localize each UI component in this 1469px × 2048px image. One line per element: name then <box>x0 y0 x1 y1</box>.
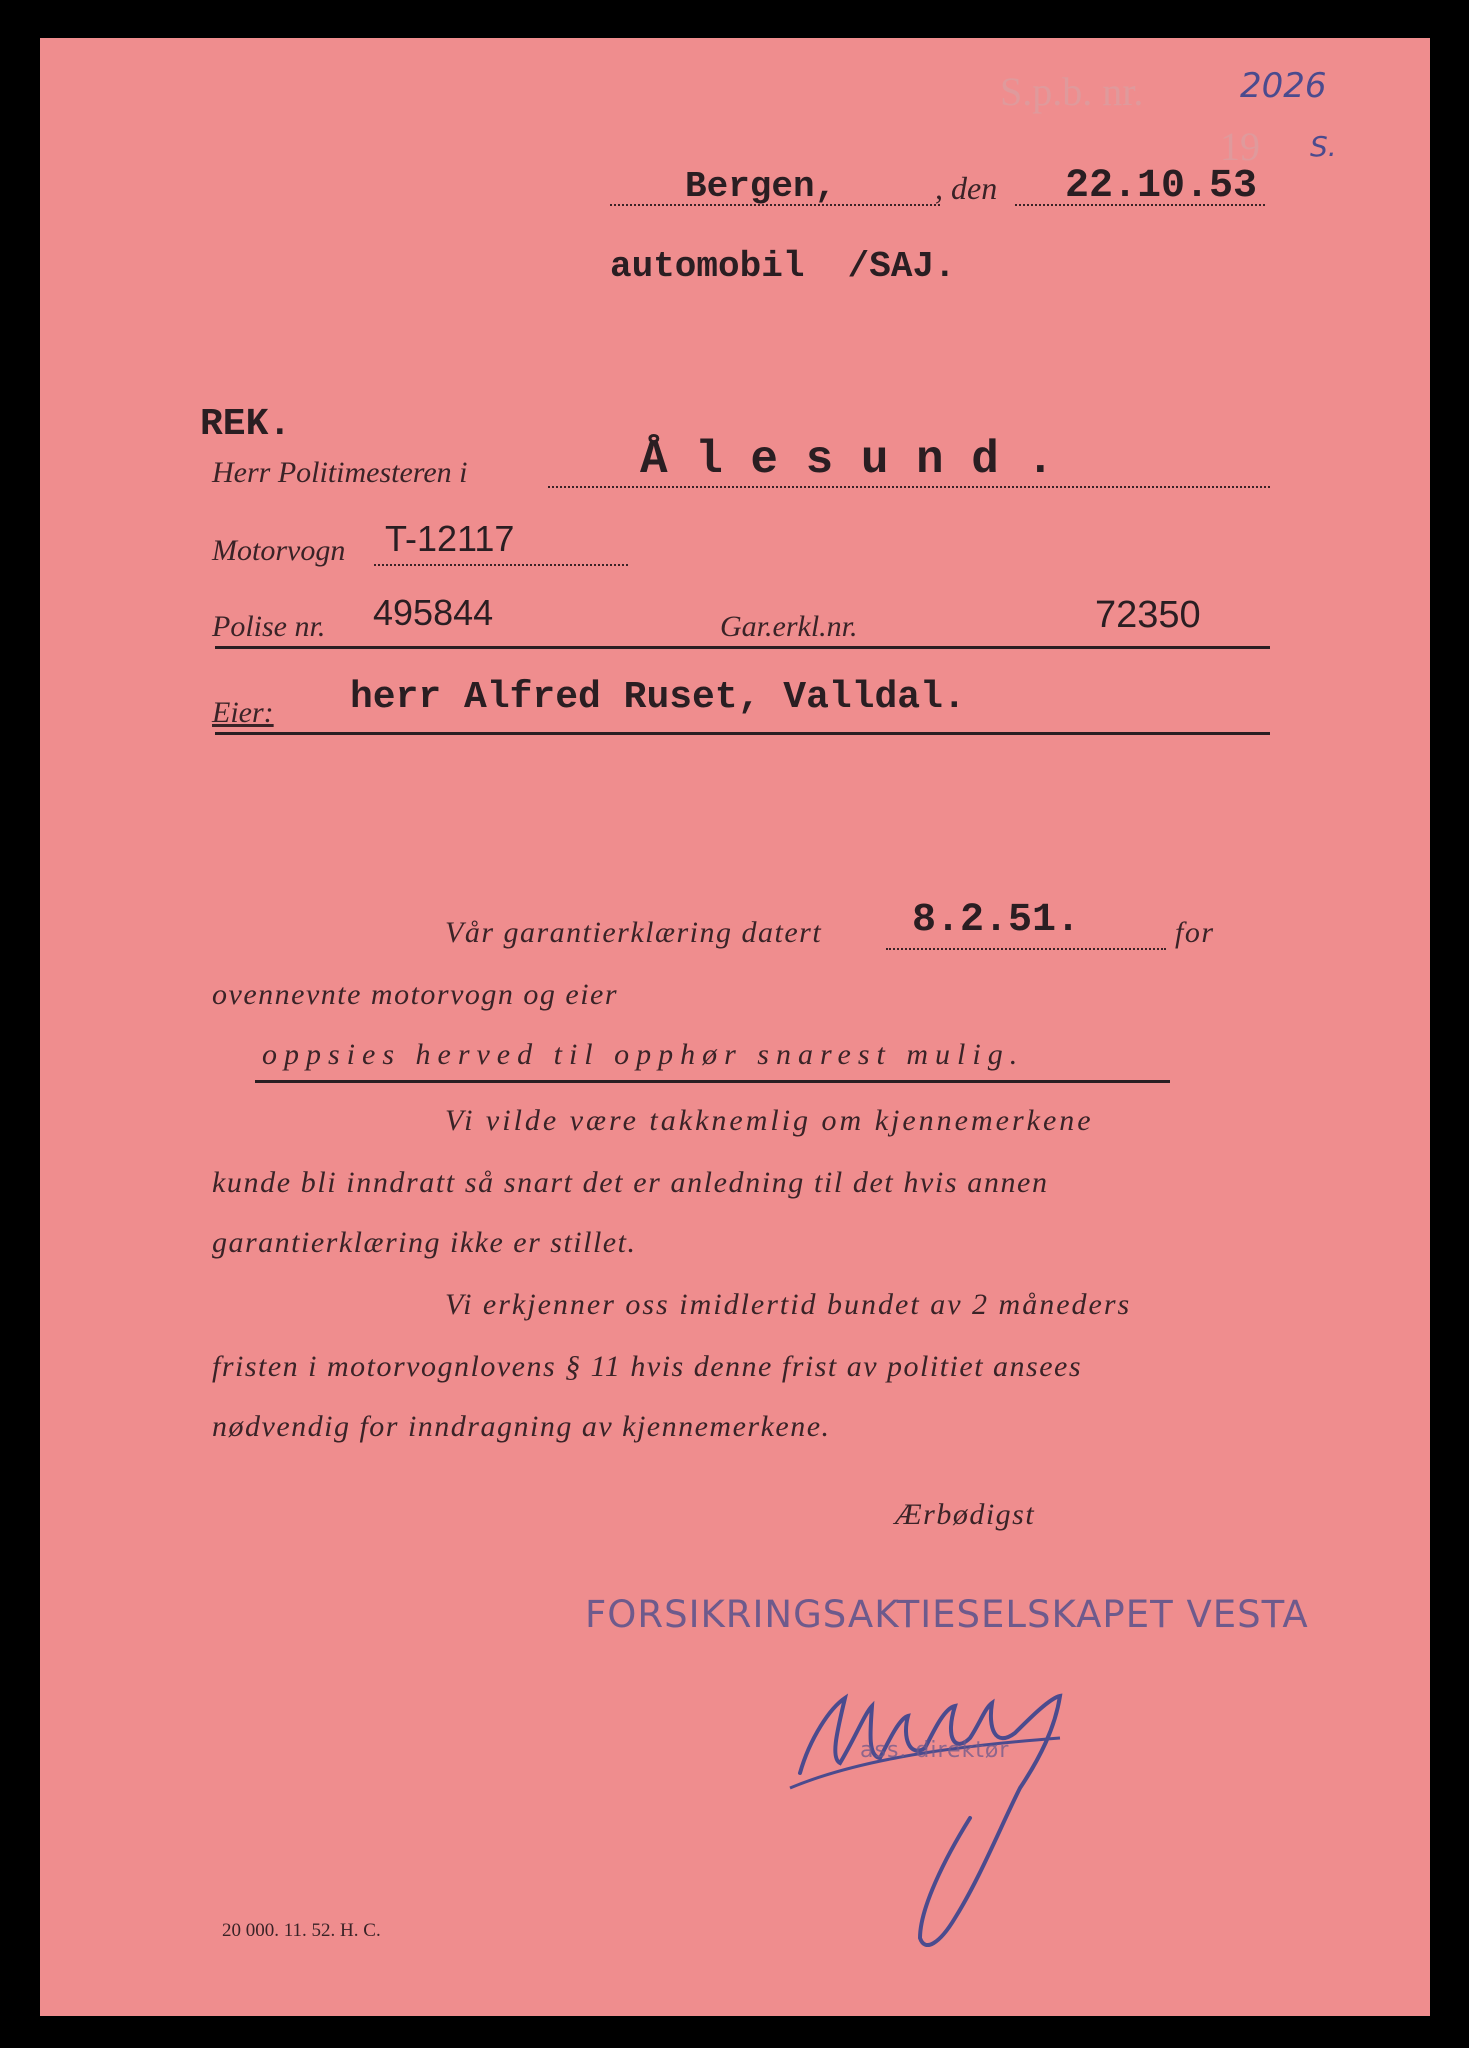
motorvogn-dotted-line <box>374 560 628 566</box>
handwritten-note-2: S. <box>1310 130 1337 163</box>
eier-label: Eier: <box>212 696 274 729</box>
den-label: , den <box>935 170 998 206</box>
p3-line2: fristen i motorvognlovens § 11 hvis denne frist av politiet ansees <box>212 1350 1083 1383</box>
polise-value: 495844 <box>373 592 494 633</box>
body-line1-prefix: Vår garantierklæring datert <box>445 916 823 949</box>
city: Bergen, <box>685 166 837 207</box>
p2-line2: kunde bli inndratt så snart det er anledning til det hvis annen <box>212 1166 1049 1199</box>
handwritten-note: 2026 <box>1240 66 1327 106</box>
body-date-dotted-line <box>886 944 1166 950</box>
motorvogn-label: Motorvogn <box>212 534 346 567</box>
eier-value: herr Alfred Ruset, Valldal. <box>350 676 966 719</box>
p2-line3: garantierklæring ikke er stillet. <box>212 1226 637 1259</box>
signature <box>730 1588 1150 1968</box>
motorvogn-value: T-12117 <box>385 518 515 559</box>
signature-title: ass. direktør <box>860 1738 1010 1763</box>
eier-rule <box>215 732 1270 735</box>
body-line2: ovennevnte motorvogn og eier <box>212 978 619 1011</box>
recipient-label: Herr Politimesteren i <box>212 456 468 489</box>
polise-label: Polise nr. <box>212 610 326 643</box>
document-page <box>40 38 1430 2016</box>
body-line1-suffix: for <box>1175 916 1215 949</box>
p3-line3: nødvendig for inndragning av kjennemerkene. <box>212 1410 831 1443</box>
gar-erkl-label: Gar.erkl.nr. <box>720 610 858 643</box>
company-stamp: FORSIKRINGSAKTIESELSKAPET VESTA <box>585 1593 1309 1636</box>
gar-erkl-value: 72350 <box>1095 594 1201 636</box>
termination-line: oppsies herved til opphør snarest mulig. <box>262 1038 1025 1071</box>
body-date-value: 8.2.51. <box>912 898 1081 943</box>
registered-mark: REK. <box>200 403 292 446</box>
print-code: 20 000. 11. 52. H. C. <box>222 1920 381 1941</box>
closing: Ærbødigst <box>895 1498 1036 1531</box>
recipient-value: Å l e s u n d . <box>640 434 1055 486</box>
department: automobil /SAJ. <box>610 246 956 287</box>
termination-rule <box>255 1080 1170 1083</box>
date: 22.10.53 <box>1065 164 1258 209</box>
faint-stamp-year: 19 <box>1220 124 1260 169</box>
polise-rule <box>215 646 1270 649</box>
p2-line1: Vi vilde være takknemlig om kjennemerkene <box>445 1104 1094 1137</box>
p3-line1: Vi erkjenner oss imidlertid bundet av 2 måneders <box>445 1288 1132 1321</box>
faint-stamp-label: S.p.b. nr. <box>1000 69 1144 114</box>
